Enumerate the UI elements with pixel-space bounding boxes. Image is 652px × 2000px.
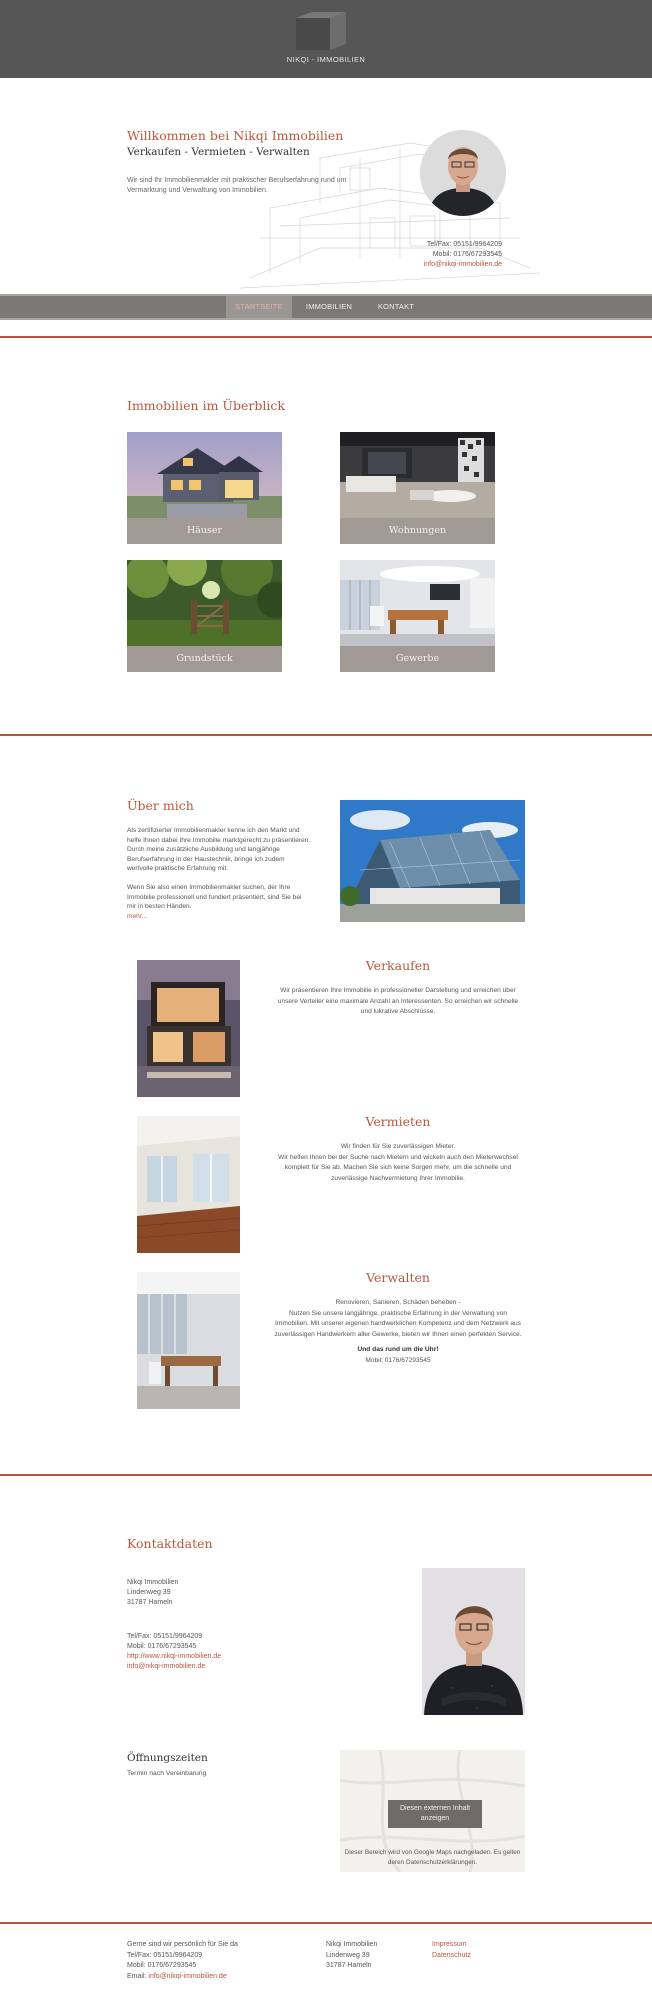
hero-section: [0, 78, 652, 294]
service-text-vermieten: [268, 1142, 528, 1184]
office-interior-photo: [137, 1272, 240, 1409]
service-line: Wir finden für Sie zuverlässigen Mieter.: [340, 1143, 456, 1150]
service-line: unsere Verteiler eine maximale Anzahl an Interessenten. So erreichen wir schnelle: [277, 997, 519, 1005]
footer-datenschutz-link[interactable]: Datenschutz: [432, 1951, 471, 1959]
hours-title: Öffnungszeiten: [127, 1752, 208, 1764]
hero-subtitle: Verkaufen - Vermieten - Verwalten: [127, 146, 310, 158]
service-line: Renovieren, Sanieren, Schäden beheben -: [335, 1299, 461, 1306]
overview-title: Immobilien im Überblick: [127, 398, 285, 413]
section-divider: [0, 1922, 652, 1924]
footer-email-link[interactable]: info@nikqi-immobilien.de: [148, 1972, 227, 1980]
about-text: [127, 826, 312, 921]
footer-phone: Tel/Fax: 05151/9964209: [127, 1951, 203, 1959]
contact-street: Lindenweg 39: [127, 1589, 171, 1596]
service-title-vermieten: Vermieten: [365, 1114, 431, 1129]
tile-caption: Wohnungen: [340, 518, 495, 544]
office-photo: [340, 560, 495, 646]
service-line: Mobil: 0176/67293545: [365, 1356, 431, 1364]
avatar: [420, 130, 506, 216]
modern-house-photo: [137, 960, 240, 1097]
tile-grundstueck[interactable]: [127, 560, 282, 672]
map-placeholder: [340, 1750, 525, 1872]
contact-website-link[interactable]: http://www.nikqi-immobilien.de: [127, 1653, 222, 1660]
service-text-verwalten: [268, 1298, 528, 1366]
map-note: Dieser Bereich wird von Google Maps nachgeladen. Es gelten deren Datenschutzerklärungen.: [344, 1849, 521, 1866]
contact-portrait: [422, 1568, 525, 1715]
footer-street: Lindenweg 39: [326, 1951, 370, 1959]
service-line: Und das rund um die Uhr!: [357, 1346, 439, 1353]
contact-address: [127, 1578, 178, 1608]
tile-caption: Grundstück: [127, 646, 282, 672]
hours-text: Termin nach Vereinbarung: [127, 1770, 207, 1777]
contact-city: 31787 Hameln: [127, 1599, 173, 1606]
service-line: komplett für Sie ab. Machen Sie sich keine Sorgen mehr, um die schnelle und: [284, 1164, 512, 1171]
section-divider: [0, 336, 652, 338]
service-line: Wir präsentieren Ihre Immobilie in professioneller Darstellung und erreichen über: [280, 987, 516, 994]
contact-email-link[interactable]: info@nikqi-immobilien.de: [127, 1663, 206, 1670]
footer-address: [326, 1940, 377, 1972]
tile-caption: Häuser: [127, 518, 282, 544]
logo-cube-icon[interactable]: [292, 10, 350, 50]
hero-title: Willkommen bei Nikqi Immobilien: [127, 128, 344, 143]
section-divider: [0, 734, 652, 736]
service-line: zuverlässige Nachvermietung Ihrer Immobilie.: [331, 1174, 465, 1182]
footer-email-line: [127, 1972, 238, 1983]
tile-caption: Gewerbe: [340, 646, 495, 672]
service-line: Immobilien. Mit unserer eigenen handwerklichen Kompetenz und dem Netzwerk aus: [275, 1320, 521, 1327]
about-more-link[interactable]: mehr...: [127, 912, 148, 920]
brand-name[interactable]: NIKQI - IMMOBILIEN: [286, 55, 366, 64]
nav-item-kontakt[interactable]: KONTAKT: [377, 302, 415, 311]
house-photo: [127, 432, 282, 518]
footer-city: 31787 Hameln: [326, 1962, 372, 1969]
about-paragraph: Als zertifizierter Immobilienmakler kenne ich den Markt und helfe Ihnen dabei Ihre Immobilie marktgerecht zu präsentieren. Durch meine zusätzliche Ausbildung und langjährige Berufserfahrung in der Haustechnik, bringe ich zudem wertvolle praktische Erfahrung mit.: [127, 827, 311, 873]
service-line: zuverlässigen Handwerkern aller Gewerke, bieten wir Ihnen einen perfekten Service.: [274, 1330, 522, 1338]
service-text-verkaufen: [268, 986, 528, 1018]
footer-contact: [127, 1940, 238, 1982]
hero-intro: [127, 176, 367, 196]
footer-impressum-link[interactable]: Impressum: [432, 1941, 467, 1948]
main-nav: [0, 294, 652, 320]
tile-gewerbe[interactable]: [340, 560, 495, 672]
about-paragraph: Wenn Sie also einen Immobilienmakler suchen, der Ihre Immobilie professionell und fundiert präsentiert, sind Sie bei mir in besten Händen.: [127, 883, 302, 911]
nav-item-immobilien[interactable]: IMMOBILIEN: [305, 302, 353, 311]
office-building-photo: [340, 800, 525, 922]
tile-wohnungen[interactable]: [340, 432, 495, 544]
site-header: [0, 0, 652, 78]
service-title-verkaufen: Verkaufen: [365, 958, 431, 973]
service-line: Wir helfen Ihnen bei der Suche nach Mietern und wickeln auch den Mieterwechsel: [278, 1153, 518, 1161]
nav-item-startseite[interactable]: STARTSEITE: [226, 296, 292, 318]
empty-room-photo: [137, 1116, 240, 1253]
section-divider: [0, 1474, 652, 1476]
footer-legal: [432, 1940, 471, 1961]
contact-name: Nikqi Immobilien: [127, 1579, 179, 1586]
hero-intro-line: Vermarktung und Verwaltung von Immobilien.: [127, 187, 268, 194]
land-photo: [127, 560, 282, 646]
contact-title: Kontaktdaten: [127, 1536, 213, 1551]
show-external-content-button[interactable]: Diesen externen Inhalt anzeigen: [388, 1800, 482, 1828]
footer-name: Nikqi Immobilien: [326, 1941, 378, 1948]
about-title: Über mich: [127, 798, 194, 813]
hero-mobile: Mobil: 0176/67293545: [432, 251, 502, 258]
contact-mobile: Mobil: 0176/67293545: [127, 1643, 197, 1650]
service-line: und lukrative Abschlüsse.: [360, 1008, 436, 1015]
hero-phone: Tel/Fax: 05151/9964209: [426, 241, 502, 248]
service-title-verwalten: Verwalten: [366, 1270, 430, 1285]
contact-phone: Tel/Fax: 05151/9964209: [127, 1633, 203, 1640]
service-line: Nutzen Sie unsere langjährige, praktische Erfahrung in der Verwaltung von: [288, 1309, 508, 1317]
hero-email-link[interactable]: info@nikqi-immobilien.de: [423, 261, 502, 268]
hero-intro-line: Wir sind Ihr Immobilienmakler mit praktischer Berufserfahrung rund um: [127, 177, 347, 184]
footer-email-label: Email:: [127, 1972, 149, 1980]
apartment-photo: [340, 432, 495, 518]
footer-line: Gerne sind wir persönlich für Sie da: [127, 1941, 238, 1948]
contact-details: [127, 1632, 221, 1672]
hero-contact-info: [380, 240, 502, 270]
footer-mobile: Mobil: 0176/67293545: [127, 1962, 197, 1969]
tile-haeuser[interactable]: [127, 432, 282, 544]
